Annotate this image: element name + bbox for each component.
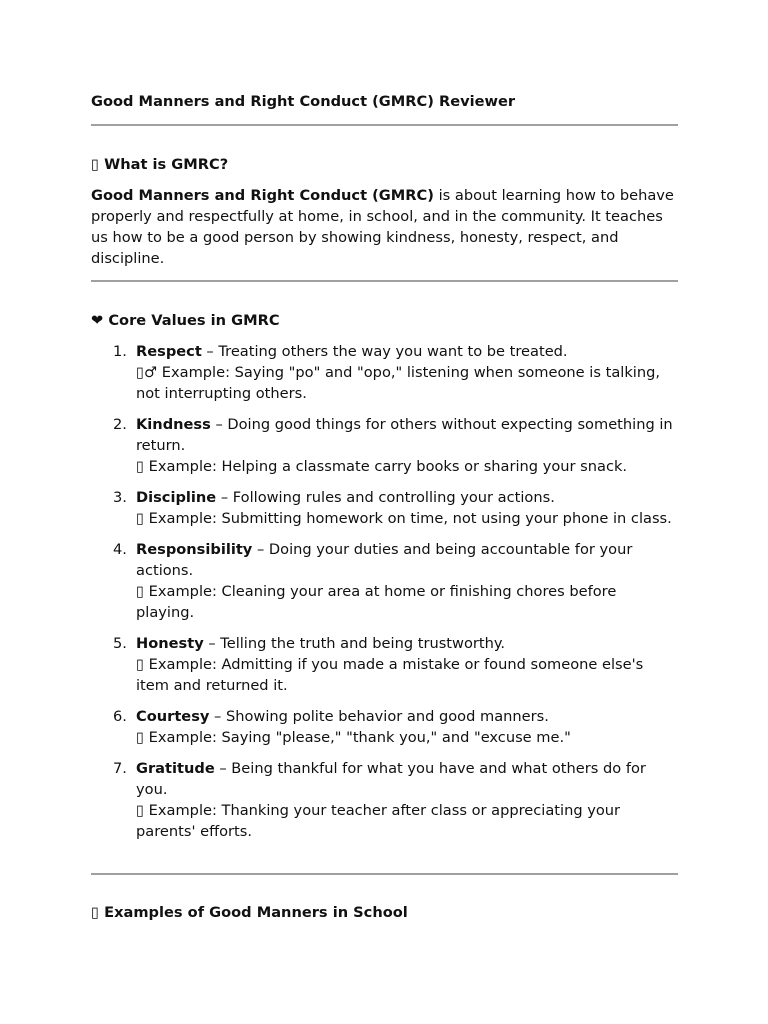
value-description: – Being thankful for what you have and what others do for you. <box>136 760 646 798</box>
placeholder-glyph-icon: ▯ <box>136 458 145 475</box>
divider <box>91 280 678 282</box>
definition-bold-term: Good Manners and Right Conduct (GMRC) <box>91 187 434 204</box>
section-heading-text: What is GMRC? <box>104 156 229 173</box>
value-example <box>136 456 678 477</box>
section-heading-examples-school <box>91 902 408 923</box>
section-heading-text: Examples of Good Manners in School <box>104 904 408 921</box>
example-text: Example: Cleaning your area at home or finishing chores before playing. <box>136 583 617 621</box>
divider <box>91 124 678 126</box>
value-term: Kindness <box>136 416 211 433</box>
value-term: Honesty <box>136 635 204 652</box>
placeholder-glyph-icon: ▯ <box>136 729 145 746</box>
value-description: – Telling the truth and being trustworthy. <box>203 635 506 652</box>
person-gesture-icon: ▯♂ <box>136 364 158 381</box>
placeholder-glyph-icon: ▯ <box>136 802 145 819</box>
list-number: 3. <box>113 489 127 506</box>
section-heading-text: Core Values in GMRC <box>108 312 280 329</box>
placeholder-glyph-icon: ▯ <box>136 510 145 527</box>
placeholder-glyph-icon: ▯ <box>91 904 100 921</box>
list-item <box>91 341 678 404</box>
section-heading-what-is-gmrc <box>91 154 228 175</box>
example-text: Example: Saying "please," "thank you," and "excuse me." <box>144 729 571 746</box>
value-example <box>136 362 678 404</box>
placeholder-glyph-icon: ▯ <box>136 583 145 600</box>
heart-icon: ❤ <box>91 312 104 329</box>
example-text: Example: Submitting homework on time, not using your phone in class. <box>144 510 672 527</box>
value-term: Responsibility <box>136 541 253 558</box>
value-description: – Doing your duties and being accountable for your actions. <box>136 541 633 579</box>
value-term: Respect <box>136 343 202 360</box>
document-title: Good Manners and Right Conduct (GMRC) Reviewer <box>91 93 516 110</box>
value-example <box>136 508 678 529</box>
list-number: 2. <box>113 416 127 433</box>
divider <box>91 873 678 875</box>
definition-paragraph <box>91 185 678 269</box>
value-term: Courtesy <box>136 708 210 725</box>
list-item <box>91 633 678 696</box>
value-description: – Doing good things for others without expecting something in return. <box>136 416 673 454</box>
example-text: Example: Saying "po" and "opo," listening when someone is talking, not interrupting others. <box>136 364 660 402</box>
example-text: Example: Helping a classmate carry books or sharing your snack. <box>144 458 628 475</box>
example-text: Example: Admitting if you made a mistake or found someone else's item and returned it. <box>136 656 644 694</box>
list-item <box>91 706 678 748</box>
value-example <box>136 727 678 748</box>
definition-text: is about learning how to behave properly and respectfully at home, in school, and in the community. It teaches us how to be a good person by showing kindness, honesty, respect, and discipline. <box>91 187 674 267</box>
section-heading-core-values <box>91 310 280 331</box>
value-term: Gratitude <box>136 760 215 777</box>
core-values-list <box>91 341 678 852</box>
placeholder-glyph-icon: ▯ <box>136 656 145 673</box>
list-item <box>91 758 678 842</box>
value-example <box>136 654 678 696</box>
value-description: – Treating others the way you want to be treated. <box>201 343 568 360</box>
value-description: – Following rules and controlling your actions. <box>216 489 555 506</box>
list-number: 1. <box>113 343 127 360</box>
list-number: 4. <box>113 541 127 558</box>
list-item <box>91 487 678 529</box>
list-item <box>91 414 678 477</box>
value-term: Discipline <box>136 489 217 506</box>
example-text: Example: Thanking your teacher after class or appreciating your parents' efforts. <box>136 802 621 840</box>
value-example <box>136 800 678 842</box>
list-item <box>91 539 678 623</box>
list-number: 5. <box>113 635 127 652</box>
value-example <box>136 581 678 623</box>
value-description: – Showing polite behavior and good manners. <box>209 708 549 725</box>
list-number: 6. <box>113 708 127 725</box>
list-number: 7. <box>113 760 127 777</box>
placeholder-glyph-icon: ▯ <box>91 156 100 173</box>
